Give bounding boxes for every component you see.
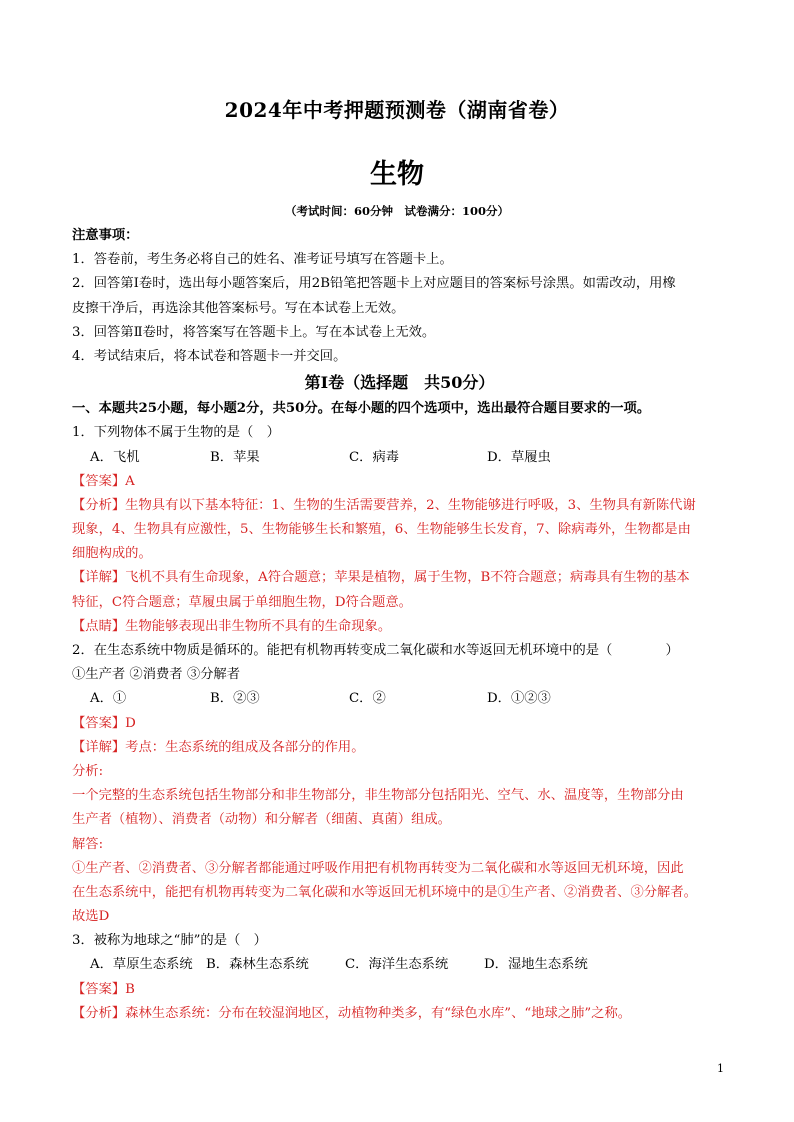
question-1-stem: 1．下列物体不属于生物的是（ ）: [72, 425, 280, 441]
note-line: 3．回答第Ⅱ卷时，将答案写在答题卡上。写在本试卷上无效。: [72, 324, 436, 340]
question-2-solution: 故选D: [72, 909, 110, 925]
option-b: B．森林生态系统: [206, 957, 309, 973]
exam-title: 2024年中考押题预测卷（湖南省卷）: [224, 98, 570, 122]
note-line: 4．考试结束后，将本试卷和答题卡一并交回。: [72, 348, 347, 364]
option-c: C．②: [349, 691, 386, 707]
question-1-detail: 【详解】飞机不具有生命现象，A符合题意；苹果是植物，属于生物，B不符合题意；病毒具有生物的基本: [72, 570, 690, 586]
option-b: B．②③: [210, 691, 260, 707]
question-3-analysis: 【分析】森林生态系统：分布在较湿润地区，动植物种类多，有“绿色水库”、“地球之肺”之称。: [72, 1005, 632, 1021]
question-1-options: [72, 446, 727, 470]
question-2-answer: 【答案】D: [72, 715, 136, 731]
question-3-answer: 【答案】B: [72, 981, 135, 997]
question-1-analysis: 【分析】生物具有以下基本特征：1、生物的生活需要营养，2、生物能够进行呼吸，3、生物具有新陈代谢: [72, 497, 696, 513]
question-3-options: [72, 953, 727, 977]
option-d: D．草履虫: [487, 449, 551, 465]
question-2-stem: 2．在生态系统中物质是循环的。能把有机物再转变成二氧化碳和水等返回无机环境中的是（ ）: [72, 643, 679, 658]
option-b: B．苹果: [210, 449, 260, 465]
question-1-answer: 【答案】A: [72, 473, 135, 489]
subject-title: 生物: [370, 159, 424, 190]
note-line: 皮擦干净后，再选涂其他答案标号。写在本试卷上无效。: [72, 300, 405, 316]
question-2-solution: 在生态系统中，能把有机物再转变为二氧化碳和水等返回无机环境中的是①生产者、②消费者、③分解者。: [72, 884, 697, 900]
page-number: 1: [717, 1062, 724, 1075]
question-1-detail: 特征，C符合题意；草履虫属于单细胞生物，D符合题意。: [72, 594, 412, 610]
option-a: A．飞机: [90, 449, 140, 465]
question-2-analysis: 生产者（植物）、消费者（动物）和分解者（细菌、真菌）组成。: [72, 812, 451, 828]
question-2-analysis-label: 分析:: [72, 763, 104, 779]
question-1-analysis: 细胞构成的。: [72, 546, 152, 562]
question-2-sub: ①生产者 ②消费者 ③分解者: [72, 667, 241, 683]
notes-heading: 注意事项：: [72, 228, 139, 243]
question-2-options: [72, 687, 727, 711]
note-line: 1．答卷前，考生务必将自己的姓名、准考证号填写在答题卡上。: [72, 252, 453, 268]
option-c: C．海洋生态系统: [345, 957, 449, 973]
note-line: 2．回答第Ⅰ卷时，选出每小题答案后，用2B铅笔把答题卡上对应题目的答案标号涂黑。如需改动，用橡: [72, 276, 676, 292]
section-title: 第Ⅰ卷（选择题 共50分）: [304, 373, 495, 393]
option-d: D．①②③: [487, 691, 551, 707]
question-2-solution-label: 解答:: [72, 836, 104, 852]
exam-info: （考试时间：60分钟 试卷满分：100分）: [284, 204, 509, 218]
question-1-comment: 【点睛】生物能够表现出非生物所不具有的生命现象。: [72, 618, 392, 634]
question-1-analysis: 现象，4、生物具有应激性，5、生物能够生长和繁殖，6、生物能够生长发育，7、除病毒外，生物都是由: [72, 522, 691, 538]
option-a: A．草原生态系统: [90, 957, 193, 973]
question-2-analysis: 一个完整的生态系统包括生物部分和非生物部分，非生物部分包括阳光、空气、水、温度等，生物部分由: [72, 788, 684, 804]
option-a: A．①: [90, 691, 127, 707]
exam-content: [72, 224, 727, 1026]
option-c: C．病毒: [349, 449, 400, 465]
question-2-solution: ①生产者、②消费者、③分解者都能通过呼吸作用把有机物再转变为二氧化碳和水等返回无机环境，因此: [72, 860, 684, 876]
question-2-detail: 【详解】考点：生态系统的组成及各部分的作用。: [72, 739, 365, 755]
option-d: D．湿地生态系统: [484, 957, 588, 973]
question-3-stem: 3．被称为地球之“肺”的是（ ）: [72, 933, 267, 949]
section-instruction: 一、本题共25小题，每小题2分，共50分。在每小题的四个选项中，选出最符合题目要求的一项。: [72, 401, 651, 417]
